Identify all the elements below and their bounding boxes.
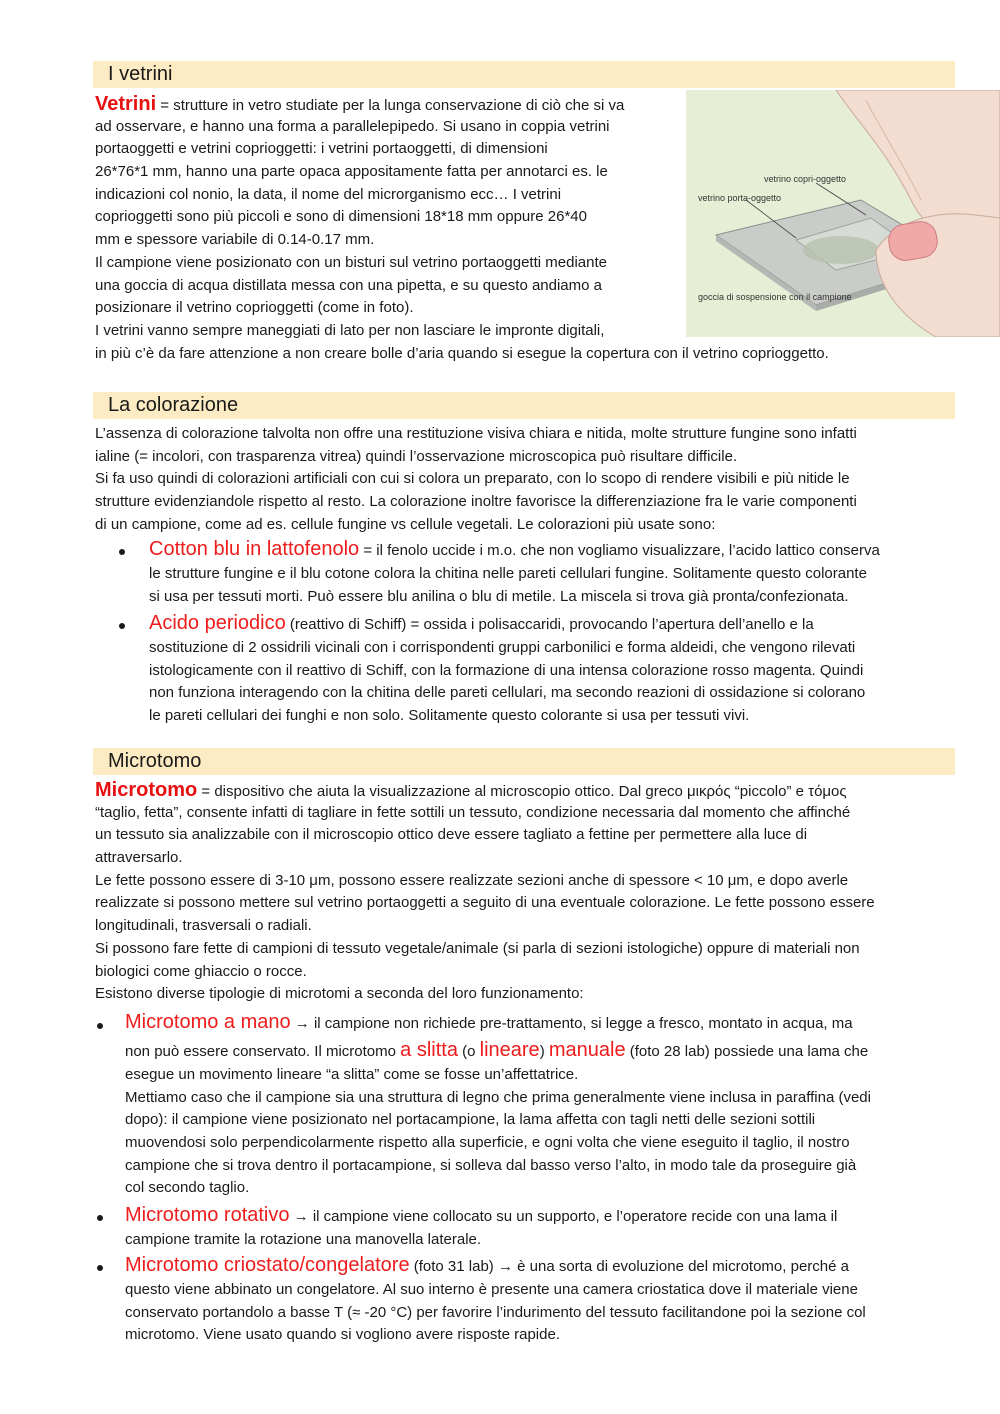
text-line: posizionare il vetrino coprioggetti (come in foto).: [95, 299, 414, 317]
text-line: conservato portandolo a basse T (≈ -20 °C) per favorire l’indurimento del tessuto facilitandone poi la sezione col: [125, 1303, 866, 1321]
term-vetrini: Vetrini: [95, 93, 157, 115]
text-line: non può essere conservato. Il microtomo: [125, 1043, 401, 1060]
text-line: coprioggetti sono più piccoli e sono di dimensioni 18*18 mm oppure 26*40: [95, 208, 587, 226]
text-line: ialine (= incolori, con trasparenza vitrea) quindi l’osservazione microscopica può risultare difficile.: [95, 447, 738, 465]
text-line: sostituzione di 2 ossidrili vicinali con i corrispondenti gruppi carbonilici e forma aldeidi, che vengono rilevati: [149, 639, 856, 656]
term-microtomo-a-mano: Microtomo a mano: [125, 1011, 291, 1033]
bullet-cotton-blu: [149, 538, 953, 608]
text-line: Il campione viene posizionato con un bisturi sul vetrino portaoggetti mediante: [95, 253, 607, 271]
text-line: → il campione viene collocato su un supporto, e l’operatore recide con una lama il: [289, 1208, 838, 1225]
slide-illustration: [686, 90, 1000, 337]
text-line: istologicamente con il reattivo di Schiff, con la formazione di una intensa colorazione rosso magenta. Quindi: [149, 661, 864, 679]
text-line: le strutture fungine e il blu cotone colora la chitina nelle pareti cellulari fungine. Solitamente questo colorante: [149, 565, 867, 582]
text-line: non funziona interagendo con la chitina delle pareti cellulari, ma secondo reazioni di ossidazione si colorano: [149, 684, 866, 702]
text-line: una goccia di acqua distillata messa con una pipetta, e su questo andiamo a: [95, 276, 602, 294]
text-line: Si fa uso quindi di colorazioni artificiali con cui si colora un preparato, con lo scopo di rendere visibili e più nitide le: [95, 470, 850, 488]
text-line: (o: [457, 1043, 480, 1060]
bullet-dot: [97, 1215, 103, 1221]
vetrini-last-line: [95, 343, 955, 366]
text-line: (reattivo di Schiff) = ossida i polisaccaridi, provocando l’apertura dell’anello e la: [285, 616, 814, 633]
text-line: biologici come ghiaccio o rocce.: [95, 962, 307, 980]
text-line: esegue un movimento lineare “a slitta” come se fosse un’affettatrice.: [125, 1066, 579, 1083]
text-line: strutture evidenziandole rispetto al resto. La colorazione inoltre favorisce la differenziazione fra le varie componenti: [95, 493, 857, 511]
bullet-dot: [97, 1023, 103, 1029]
text-line: = strutture in vetro studiate per la lunga conservazione di ciò che si va: [156, 97, 625, 114]
text-line: (foto 28 lab) possiede una lama che: [625, 1043, 869, 1060]
text-line: 26*76*1 mm, hanno una parte opaca appositamente fatta per annotarci es. le: [95, 163, 608, 181]
text-line: = il fenolo uccide i m.o. che non vogliamo visualizzare, l’acido lattico conserva: [359, 542, 880, 559]
text-line: “taglio, fetta”, consente infatti di tagliare in fette sottili un tessuto, condizione necessaria dal momento che affinché: [95, 803, 851, 821]
heading-vetrini: I vetrini: [93, 61, 955, 88]
bullet-dot: [119, 549, 125, 555]
term-manuale: manuale: [548, 1039, 626, 1061]
term-a-slitta: a slitta: [400, 1039, 458, 1061]
text-line: indicazioni col nonio, la data, il nome del microrganismo ecc… I vetrini: [95, 185, 562, 203]
text-line: campione tramite la rotazione una manovella laterale.: [125, 1231, 482, 1248]
term-microtomo-criostato: Microtomo criostato/congelatore: [125, 1254, 410, 1276]
text-line: campione che si trova dentro il portacampione, si solleva dal basso verso l’alto, in modo tale da proseguire già: [125, 1156, 857, 1174]
text-line: ): [539, 1043, 549, 1060]
term-acido-periodico: Acido periodico: [149, 612, 286, 634]
text-line: I vetrini vanno sempre maneggiati di lato per non lasciare le impronte digitali,: [95, 321, 605, 339]
label-slide: vetrino porta-oggetto: [698, 193, 782, 203]
text-line: in più c’è da fare attenzione a non creare bolle d’aria quando si esegue la copertura con il vetrino coprioggetto.: [95, 345, 829, 362]
bullet-microtomo-a-mano: [125, 1011, 953, 1200]
term-microtomo: Microtomo: [95, 779, 198, 801]
text-line: di un campione, come ad es. cellule fungine vs cellule vegetali. Le colorazioni più usate sono:: [95, 515, 716, 533]
text-line: col secondo taglio.: [125, 1179, 250, 1197]
text-line: ad osservare, e hanno una forma a parallelepipedo. Si usano in coppia vetrini: [95, 117, 610, 135]
heading-colorazione: La colorazione: [93, 392, 955, 419]
term-microtomo-rotativo: Microtomo rotativo: [125, 1204, 290, 1226]
text-line: dopo): il campione viene posizionato nel portacampione, la lama affetta con tagli netti delle sezioni sottili: [125, 1111, 816, 1129]
text-line: microtomo. Viene usato quando si vogliono avere risposte rapide.: [125, 1326, 560, 1344]
vetrini-paragraph: [95, 93, 671, 343]
text-line: longitudinali, trasversali o radiali.: [95, 917, 312, 935]
bullet-dot: [97, 1265, 103, 1271]
slide-drawing: [686, 90, 1000, 337]
text-line: portaoggetti e vetrini coprioggetti: i vetrini portaoggetti, di dimensioni: [95, 140, 548, 158]
text-line: si usa per tessuti morti. Può essere blu anilina o blu di metile. La miscela si trova già pronta/confezionata.: [149, 587, 849, 605]
text-line: attraversarlo.: [95, 849, 183, 867]
text-line: realizzate si possono mettere sul vetrino portaoggetti a seguito di una eventuale colorazione. Le fette possono essere: [95, 894, 875, 912]
heading-microtomo: Microtomo: [93, 748, 955, 775]
bullet-microtomo-criostato: [125, 1254, 953, 1347]
label-coverslip: vetrino copri-oggetto: [764, 174, 847, 184]
label-drop: goccia di sospensione con il campione: [698, 292, 852, 302]
text-line: mm e spessore variabile di 0.14-0.17 mm.: [95, 231, 375, 249]
bullet-acido-periodico: [149, 612, 953, 728]
term-lineare: lineare: [479, 1039, 540, 1061]
text-line: Si possono fare fette di campioni di tessuto vegetale/animale (si parla di sezioni istologiche) oppure di materiali non: [95, 939, 860, 957]
term-cotton-blu: Cotton blu in lattofenolo: [149, 538, 360, 560]
text-line: un tessuto sia analizzabile con il microscopio ottico deve essere tagliato a fettine per permettere alla luce di: [95, 826, 808, 844]
microtomo-paragraph: [95, 779, 953, 1006]
text-line: Le fette possono essere di 3-10 μm, possono essere realizzate sezioni anche di spessore < 10 μm, e dopo averle: [95, 871, 849, 889]
text-line: = dispositivo che aiuta la visualizzazione al microscopio ottico. Dal greco μικρός “piccolo” e τόμος: [197, 783, 847, 800]
text-line: le pareti cellulari dei funghi e non solo. Solitamente questo colorante si usa per tessuti vivi.: [149, 707, 750, 725]
text-line: → il campione non richiede pre-trattamento, si legge a fresco, montato in acqua, ma: [290, 1015, 853, 1032]
bullet-dot: [119, 623, 125, 629]
colorazione-paragraph: [95, 423, 953, 536]
text-line: Mettiamo caso che il campione sia una struttura di legno che prima generalmente viene inclusa in paraffina (vedi: [125, 1088, 871, 1106]
text-line: (foto 31 lab) → è una sorta di evoluzione del microtomo, perché a: [409, 1258, 849, 1275]
text-line: Esistono diverse tipologie di microtomi a seconda del loro funzionamento:: [95, 985, 584, 1003]
text-line: L’assenza di colorazione talvolta non offre una restituzione visiva chiara e nitida, molte strutture fungine sono infatti: [95, 425, 857, 442]
text-line: questo viene abbinato un congelatore. Al suo interno è presente una camera criostatica dove il materiale viene: [125, 1281, 858, 1298]
text-line: muovendosi solo perpendicolarmente rispetto alla superficie, e ogni volta che viene eseguito il taglio, il nostro: [125, 1134, 850, 1152]
bullet-microtomo-rotativo: [125, 1204, 953, 1252]
